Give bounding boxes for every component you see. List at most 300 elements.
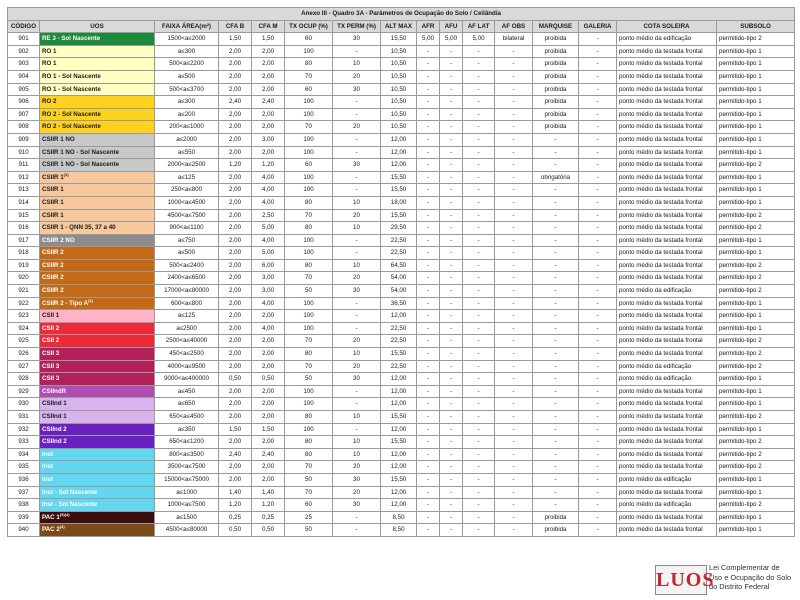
- afu-cell: -: [440, 373, 463, 386]
- afu-cell: -: [440, 436, 463, 449]
- uos-cell: [40, 524, 155, 537]
- uos-label: Inst - Sol Nascente: [42, 488, 98, 496]
- max-height-cell: 8,50: [381, 524, 417, 537]
- area-range-cell: a≤750: [155, 234, 219, 247]
- uos-cell: [40, 385, 155, 398]
- cfa-m-cell: 2,00: [252, 473, 285, 486]
- gallery-cell: -: [579, 473, 617, 486]
- gallery-cell: -: [579, 247, 617, 260]
- af-lat-cell: -: [463, 461, 495, 474]
- uos-cell: [40, 83, 155, 96]
- code-cell: 914: [8, 196, 40, 209]
- afu-cell: -: [440, 486, 463, 499]
- threshold-elevation-cell: ponto médio da testada frontal: [617, 133, 717, 146]
- afu-cell: -: [440, 222, 463, 235]
- basement-cell: permitido-tipo 1: [717, 473, 795, 486]
- af-obs-cell: -: [495, 448, 533, 461]
- threshold-elevation-cell: ponto médio da edificação: [617, 499, 717, 512]
- afr-cell: -: [417, 259, 440, 272]
- max-height-cell: 10,50: [381, 45, 417, 58]
- uos-label: CSIIR 1: [42, 186, 64, 194]
- af-obs-cell: -: [495, 436, 533, 449]
- table-row: [8, 171, 795, 184]
- uos-cell: [40, 285, 155, 298]
- permeability-rate-cell: 30: [333, 285, 381, 298]
- afu-cell: 5,00: [440, 33, 463, 46]
- code-cell: 924: [8, 322, 40, 335]
- permeability-rate-cell: 30: [333, 373, 381, 386]
- marquee-cell: proibida: [533, 108, 579, 121]
- cfa-b-cell: 2,00: [219, 184, 252, 197]
- code-cell: 909: [8, 133, 40, 146]
- basement-cell: permitido-tipo 2: [717, 159, 795, 172]
- marquee-cell: proibida: [533, 511, 579, 524]
- cfa-b-cell: 2,00: [219, 133, 252, 146]
- threshold-elevation-cell: ponto médio da edificação: [617, 373, 717, 386]
- permeability-rate-cell: -: [333, 184, 381, 197]
- code-cell: 932: [8, 423, 40, 436]
- afu-cell: -: [440, 146, 463, 159]
- area-range-cell: 1500<a≤2000: [155, 33, 219, 46]
- uos-cell: [40, 398, 155, 411]
- afr-cell: -: [417, 473, 440, 486]
- table-row: [8, 348, 795, 361]
- af-lat-cell: -: [463, 473, 495, 486]
- threshold-elevation-cell: ponto médio da edificação: [617, 360, 717, 373]
- area-range-cell: 250<a≤800: [155, 184, 219, 197]
- permeability-rate-cell: 10: [333, 58, 381, 71]
- basement-cell: permitido-tipo 1: [717, 83, 795, 96]
- code-cell: 907: [8, 108, 40, 121]
- gallery-cell: -: [579, 486, 617, 499]
- uos-label: CSII 2: [42, 337, 60, 345]
- permeability-rate-cell: -: [333, 133, 381, 146]
- afu-cell: -: [440, 423, 463, 436]
- max-height-cell: 12,00: [381, 398, 417, 411]
- permeability-rate-cell: -: [333, 234, 381, 247]
- marquee-cell: -: [533, 360, 579, 373]
- af-obs-cell: -: [495, 234, 533, 247]
- gallery-cell: -: [579, 373, 617, 386]
- uos-cell: [40, 234, 155, 247]
- code-cell: 916: [8, 222, 40, 235]
- table-row: [8, 285, 795, 298]
- logo-line-3: do Distrito Federal: [709, 582, 770, 591]
- area-range-cell: 800<a≤3500: [155, 448, 219, 461]
- table-row: [8, 121, 795, 134]
- af-lat-cell: -: [463, 511, 495, 524]
- permeability-rate-cell: 20: [333, 70, 381, 83]
- cfa-b-cell: 0,25: [219, 511, 252, 524]
- area-range-cell: 4000<a≤9500: [155, 360, 219, 373]
- table-row: [8, 473, 795, 486]
- uos-cell: [40, 121, 155, 134]
- area-range-cell: 500<a≤2200: [155, 58, 219, 71]
- code-cell: 904: [8, 70, 40, 83]
- uos-cell: [40, 373, 155, 386]
- table-header-row: [8, 20, 795, 33]
- afr-cell: -: [417, 184, 440, 197]
- table-body: [8, 33, 795, 537]
- cfa-b-cell: 2,00: [219, 473, 252, 486]
- table-row: [8, 159, 795, 172]
- occupancy-rate-cell: 50: [285, 285, 333, 298]
- uos-cell: [40, 33, 155, 46]
- occupancy-rate-cell: 100: [285, 385, 333, 398]
- max-height-cell: 10,50: [381, 83, 417, 96]
- permeability-rate-cell: 10: [333, 259, 381, 272]
- afr-cell: -: [417, 322, 440, 335]
- uos-cell: [40, 171, 155, 184]
- code-cell: 915: [8, 209, 40, 222]
- afr-cell: -: [417, 222, 440, 235]
- threshold-elevation-cell: ponto médio da testada frontal: [617, 322, 717, 335]
- afr-cell: -: [417, 247, 440, 260]
- cfa-m-cell: 2,00: [252, 70, 285, 83]
- cfa-m-cell: 2,50: [252, 209, 285, 222]
- gallery-cell: -: [579, 423, 617, 436]
- code-cell: 912: [8, 171, 40, 184]
- permeability-rate-cell: -: [333, 146, 381, 159]
- threshold-elevation-cell: ponto médio da testada frontal: [617, 461, 717, 474]
- occupancy-rate-cell: 80: [285, 436, 333, 449]
- occupancy-rate-cell: 80: [285, 58, 333, 71]
- af-lat-cell: -: [463, 247, 495, 260]
- area-range-cell: a≤650: [155, 398, 219, 411]
- max-height-cell: 12,00: [381, 499, 417, 512]
- max-height-cell: 10,50: [381, 121, 417, 134]
- cfa-m-cell: 2,00: [252, 83, 285, 96]
- marquee-cell: -: [533, 259, 579, 272]
- table-row: [8, 360, 795, 373]
- gallery-cell: -: [579, 385, 617, 398]
- max-height-cell: 15,50: [381, 473, 417, 486]
- uos-cell: [40, 360, 155, 373]
- table-row: [8, 423, 795, 436]
- afu-cell: -: [440, 209, 463, 222]
- table-row: [8, 209, 795, 222]
- cfa-b-cell: 2,00: [219, 310, 252, 323]
- logo-line-2: Uso e Ocupação do Solo: [709, 572, 792, 582]
- table-row: [8, 322, 795, 335]
- af-lat-cell: -: [463, 171, 495, 184]
- uos-cell: [40, 247, 155, 260]
- afr-cell: -: [417, 524, 440, 537]
- afu-cell: -: [440, 310, 463, 323]
- threshold-elevation-cell: ponto médio da testada frontal: [617, 436, 717, 449]
- gallery-cell: -: [579, 83, 617, 96]
- max-height-cell: 15,50: [381, 171, 417, 184]
- uos-label: PAC 1: [42, 513, 60, 521]
- af-lat-cell: -: [463, 222, 495, 235]
- afr-cell: -: [417, 108, 440, 121]
- cfa-b-cell: 2,00: [219, 385, 252, 398]
- area-range-cell: 2500<a≤40000: [155, 335, 219, 348]
- max-height-cell: 18,00: [381, 196, 417, 209]
- cfa-m-cell: 1,40: [252, 486, 285, 499]
- afu-cell: -: [440, 184, 463, 197]
- area-range-cell: 15000<a≤75000: [155, 473, 219, 486]
- cfa-b-cell: 2,00: [219, 411, 252, 424]
- cfa-b-cell: 2,00: [219, 272, 252, 285]
- occupancy-rate-cell: 60: [285, 83, 333, 96]
- gallery-cell: -: [579, 121, 617, 134]
- threshold-elevation-cell: ponto médio da testada frontal: [617, 297, 717, 310]
- code-cell: 939: [8, 511, 40, 524]
- af-obs-cell: -: [495, 348, 533, 361]
- max-height-cell: 22,50: [381, 247, 417, 260]
- permeability-rate-cell: 20: [333, 360, 381, 373]
- cfa-b-cell: 2,00: [219, 461, 252, 474]
- marquee-cell: proibida: [533, 83, 579, 96]
- permeability-rate-cell: 30: [333, 499, 381, 512]
- uos-cell: [40, 297, 155, 310]
- occupancy-rate-cell: 80: [285, 259, 333, 272]
- afu-cell: -: [440, 259, 463, 272]
- occupancy-rate-cell: 50: [285, 473, 333, 486]
- uos-label: RO 2 - Sol Nascente: [42, 123, 101, 131]
- threshold-elevation-cell: ponto médio da testada frontal: [617, 45, 717, 58]
- af-obs-cell: -: [495, 222, 533, 235]
- threshold-elevation-cell: ponto médio da testada frontal: [617, 423, 717, 436]
- cfa-m-cell: 4,00: [252, 196, 285, 209]
- marquee-cell: -: [533, 285, 579, 298]
- afr-cell: -: [417, 159, 440, 172]
- af-obs-cell: -: [495, 322, 533, 335]
- uos-cell: [40, 310, 155, 323]
- area-range-cell: 650<a≤4500: [155, 411, 219, 424]
- afu-cell: -: [440, 133, 463, 146]
- af-obs-cell: -: [495, 146, 533, 159]
- afr-cell: -: [417, 70, 440, 83]
- af-obs-cell: -: [495, 499, 533, 512]
- table-row: [8, 448, 795, 461]
- basement-cell: permitido-tipo 1: [717, 146, 795, 159]
- table-row: [8, 511, 795, 524]
- afu-cell: -: [440, 473, 463, 486]
- permeability-rate-cell: 30: [333, 159, 381, 172]
- uos-label: RO 2: [42, 98, 57, 106]
- cfa-b-cell: 2,00: [219, 297, 252, 310]
- permeability-rate-cell: -: [333, 398, 381, 411]
- uos-label: Inst: [42, 475, 54, 483]
- threshold-elevation-cell: ponto médio da testada frontal: [617, 310, 717, 323]
- occupancy-rate-cell: 60: [285, 499, 333, 512]
- af-obs-cell: -: [495, 58, 533, 71]
- uos-cell: [40, 133, 155, 146]
- af-obs-cell: -: [495, 360, 533, 373]
- cfa-b-cell: 2,00: [219, 108, 252, 121]
- cfa-b-cell: 2,00: [219, 285, 252, 298]
- table-row: [8, 461, 795, 474]
- max-height-cell: 12,00: [381, 133, 417, 146]
- af-obs-cell: -: [495, 461, 533, 474]
- afr-cell: -: [417, 83, 440, 96]
- table-row: [8, 222, 795, 235]
- af-lat-cell: -: [463, 335, 495, 348]
- cfa-m-cell: 2,00: [252, 310, 285, 323]
- max-height-cell: 12,00: [381, 373, 417, 386]
- af-obs-cell: -: [495, 247, 533, 260]
- cfa-m-cell: 2,00: [252, 108, 285, 121]
- basement-cell: permitido-tipo 1: [717, 423, 795, 436]
- basement-cell: permitido-tipo 1: [717, 310, 795, 323]
- column-header: TX PERM (%): [333, 20, 381, 33]
- afu-cell: -: [440, 121, 463, 134]
- af-obs-cell: -: [495, 70, 533, 83]
- afr-cell: -: [417, 448, 440, 461]
- af-obs-cell: -: [495, 335, 533, 348]
- gallery-cell: -: [579, 45, 617, 58]
- basement-cell: permitido-tipo 2: [717, 461, 795, 474]
- afr-cell: -: [417, 423, 440, 436]
- threshold-elevation-cell: ponto médio da testada frontal: [617, 411, 717, 424]
- gallery-cell: -: [579, 461, 617, 474]
- gallery-cell: -: [579, 70, 617, 83]
- cfa-b-cell: 2,40: [219, 448, 252, 461]
- table-row: [8, 310, 795, 323]
- area-range-cell: 9000<a≤400000: [155, 373, 219, 386]
- threshold-elevation-cell: ponto médio da testada frontal: [617, 448, 717, 461]
- af-obs-cell: -: [495, 108, 533, 121]
- gallery-cell: -: [579, 184, 617, 197]
- uos-cell: [40, 222, 155, 235]
- permeability-rate-cell: 30: [333, 33, 381, 46]
- basement-cell: permitido-tipo 1: [717, 70, 795, 83]
- afu-cell: -: [440, 411, 463, 424]
- afu-cell: -: [440, 322, 463, 335]
- gallery-cell: -: [579, 209, 617, 222]
- afr-cell: -: [417, 121, 440, 134]
- af-obs-cell: -: [495, 373, 533, 386]
- code-cell: 905: [8, 83, 40, 96]
- table-row: [8, 486, 795, 499]
- table-row: [8, 184, 795, 197]
- af-lat-cell: -: [463, 360, 495, 373]
- marquee-cell: proibida: [533, 33, 579, 46]
- af-obs-cell: -: [495, 310, 533, 323]
- cfa-m-cell: 1,20: [252, 499, 285, 512]
- column-header: MARQUISE: [533, 20, 579, 33]
- basement-cell: permitido-tipo 2: [717, 348, 795, 361]
- uos-label: CSIIR 2: [42, 249, 64, 257]
- occupancy-rate-cell: 100: [285, 133, 333, 146]
- occupancy-rate-cell: 100: [285, 310, 333, 323]
- marquee-cell: -: [533, 297, 579, 310]
- code-cell: 917: [8, 234, 40, 247]
- max-height-cell: 12,00: [381, 310, 417, 323]
- af-lat-cell: -: [463, 45, 495, 58]
- code-cell: 913: [8, 184, 40, 197]
- table-row: [8, 259, 795, 272]
- occupancy-rate-cell: 100: [285, 423, 333, 436]
- area-range-cell: a≤500: [155, 247, 219, 260]
- area-range-cell: 450<a≤2500: [155, 348, 219, 361]
- afr-cell: -: [417, 385, 440, 398]
- area-range-cell: 3500<a≤7500: [155, 461, 219, 474]
- afu-cell: -: [440, 348, 463, 361]
- basement-cell: permitido-tipo 2: [717, 33, 795, 46]
- table-row: [8, 108, 795, 121]
- uos-cell: [40, 96, 155, 109]
- code-cell: 923: [8, 310, 40, 323]
- afr-cell: -: [417, 196, 440, 209]
- cfa-m-cell: 2,00: [252, 121, 285, 134]
- gallery-cell: -: [579, 159, 617, 172]
- marquee-cell: -: [533, 196, 579, 209]
- af-lat-cell: -: [463, 411, 495, 424]
- cfa-b-cell: 1,50: [219, 423, 252, 436]
- uos-label: RO 1 - Sol Nascente: [42, 72, 101, 80]
- basement-cell: permitido-tipo 1: [717, 322, 795, 335]
- cfa-b-cell: 1,40: [219, 486, 252, 499]
- uos-cell: [40, 146, 155, 159]
- permeability-rate-cell: -: [333, 423, 381, 436]
- afr-cell: 5,00: [417, 33, 440, 46]
- basement-cell: permitido-tipo 1: [717, 121, 795, 134]
- af-obs-cell: -: [495, 385, 533, 398]
- code-cell: 931: [8, 411, 40, 424]
- code-cell: 928: [8, 373, 40, 386]
- uos-cell: [40, 486, 155, 499]
- table-row: [8, 411, 795, 424]
- table-row: [8, 83, 795, 96]
- afu-cell: -: [440, 461, 463, 474]
- basement-cell: permitido-tipo 1: [717, 184, 795, 197]
- marquee-cell: -: [533, 234, 579, 247]
- cfa-b-cell: 0,50: [219, 373, 252, 386]
- cfa-m-cell: 4,00: [252, 234, 285, 247]
- cfa-b-cell: 2,00: [219, 58, 252, 71]
- uos-cell: [40, 58, 155, 71]
- permeability-rate-cell: 10: [333, 222, 381, 235]
- uos-label: RO 1: [42, 47, 57, 55]
- table-row: [8, 96, 795, 109]
- logo-line-1: Lei Complementar de: [709, 563, 780, 572]
- cfa-m-cell: 2,00: [252, 348, 285, 361]
- uos-label: RO 2 - Sol Nascente: [42, 110, 101, 118]
- max-height-cell: 15,50: [381, 411, 417, 424]
- code-cell: 936: [8, 473, 40, 486]
- uos-cell: [40, 511, 155, 524]
- marquee-cell: -: [533, 473, 579, 486]
- area-range-cell: 500<a≤3700: [155, 83, 219, 96]
- area-range-cell: 4500<a≤80000: [155, 524, 219, 537]
- gallery-cell: -: [579, 108, 617, 121]
- af-obs-cell: -: [495, 45, 533, 58]
- cfa-b-cell: 2,00: [219, 70, 252, 83]
- max-height-cell: 10,50: [381, 108, 417, 121]
- code-cell: 903: [8, 58, 40, 71]
- occupancy-rate-cell: 100: [285, 234, 333, 247]
- afr-cell: -: [417, 58, 440, 71]
- uos-label: RO 1 - Sol Nascente: [42, 85, 101, 93]
- permeability-rate-cell: -: [333, 247, 381, 260]
- af-lat-cell: -: [463, 121, 495, 134]
- af-lat-cell: -: [463, 436, 495, 449]
- cfa-m-cell: 2,00: [252, 45, 285, 58]
- marquee-cell: -: [533, 499, 579, 512]
- af-lat-cell: -: [463, 196, 495, 209]
- uos-cell: [40, 423, 155, 436]
- afu-cell: -: [440, 70, 463, 83]
- cfa-b-cell: 2,00: [219, 222, 252, 235]
- af-obs-cell: -: [495, 259, 533, 272]
- af-lat-cell: -: [463, 146, 495, 159]
- afr-cell: -: [417, 373, 440, 386]
- gallery-cell: -: [579, 234, 617, 247]
- permeability-rate-cell: -: [333, 385, 381, 398]
